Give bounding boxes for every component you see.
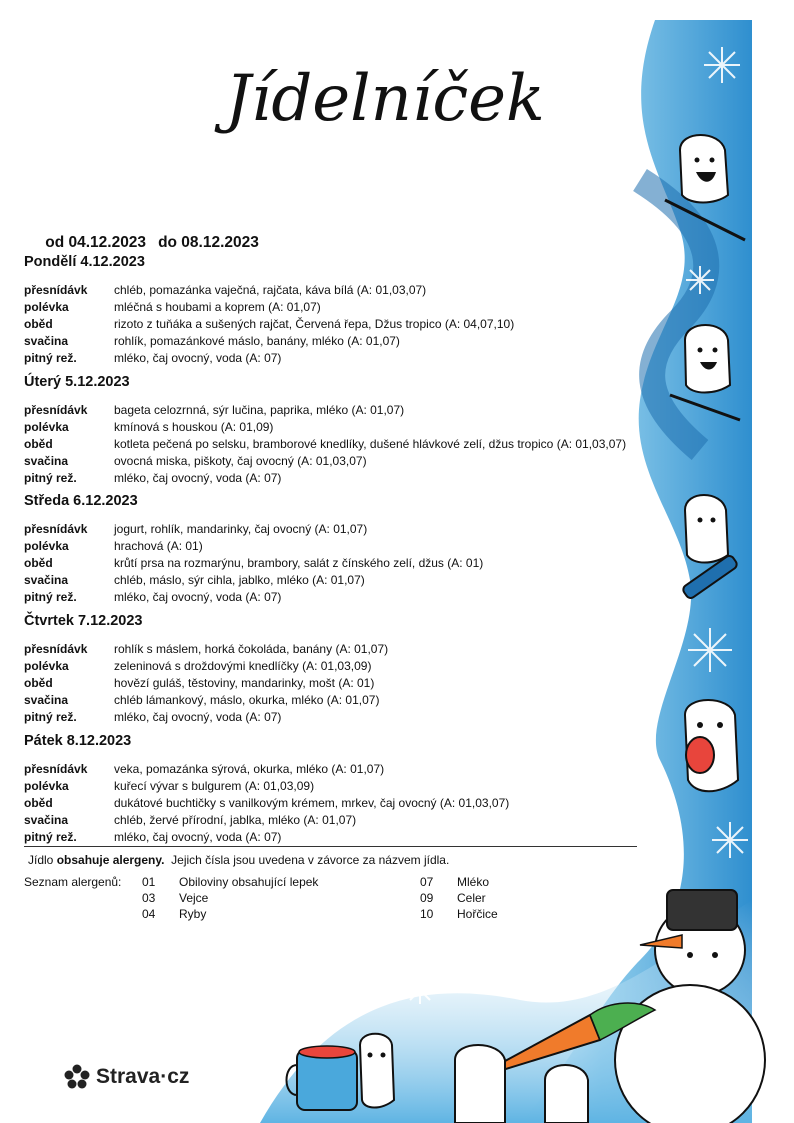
date-to: do 08.12.2023 [158,234,259,251]
day-title: Pátek 8.12.2023 [24,733,132,749]
day-block [24,611,704,726]
allergen-number: 10 [420,907,434,921]
meal-text: jogurt, rohlík, mandarinky, čaj ovocný (A: 01,07) [114,522,368,536]
allergen-name: Mléko [457,875,490,889]
allergen-note-prefix: Jídlo [28,853,57,867]
meal-row [24,350,704,367]
meal-label: polévka [24,539,69,553]
meal-row [24,282,704,299]
allergen-name: Hořčice [457,907,498,921]
meal-text: chléb, pomazánka vaječná, rajčata, káva bílá (A: 01,03,07) [114,283,427,297]
meal-text: zeleninová s droždovými knedlíčky (A: 01,03,09) [114,659,372,673]
meal-label: svačina [24,573,69,587]
meal-text: hovězí guláš, těstoviny, mandarinky, mošt (A: 01) [114,676,375,690]
meal-text: chléb, máslo, sýr cihla, jablko, mléko (A: 01,07) [114,573,365,587]
meal-text: rohlík s máslem, horká čokoláda, banány (A: 01,07) [114,642,389,656]
meal-text: chléb lámankový, máslo, okurka, mléko (A: 01,07) [114,693,380,707]
meal-row [24,812,704,829]
allergen-number: 09 [420,891,434,905]
meal-label: polévka [24,420,69,434]
meal-row [24,402,704,419]
meal-text: rohlík, pomazánkové máslo, banány, mléko (A: 01,07) [114,334,400,348]
meal-row [24,692,704,709]
meal-row [24,778,704,795]
meal-label: pitný rež. [24,471,77,485]
meal-label: oběd [24,317,53,331]
meal-row [24,316,704,333]
meal-row [24,589,704,606]
meal-text: dukátové buchtičky s vanilkovým krémem, mrkev, čaj ovocný (A: 01,03,07) [114,796,510,810]
meal-row [24,709,704,726]
meal-label: polévka [24,300,69,314]
meal-row [24,436,704,453]
day-block [24,731,704,846]
meal-text: kotleta pečená po selsku, bramborové knedlíky, dušené hlávkové zelí, džus tropico (A: 01,03,07) [114,437,627,451]
meal-label: svačina [24,693,69,707]
meal-row [24,521,704,538]
svg-text:Jídelníček: Jídelníček [225,62,545,136]
allergen-name: Vejce [179,891,209,905]
allergen-number: 01 [142,875,156,889]
meal-label: pitný rež. [24,830,77,844]
meal-label: pitný rež. [24,351,77,365]
day-title: Čtvrtek 7.12.2023 [24,613,143,629]
meal-text: krůtí prsa na rozmarýnu, brambory, salát z čínského zelí, džus (A: 01) [114,556,484,570]
day-title: Pondělí 4.12.2023 [24,254,145,270]
allergen-number: 07 [420,875,434,889]
meal-text: mléko, čaj ovocný, voda (A: 07) [114,710,282,724]
meal-row [24,555,704,572]
meal-label: přesnídávk [24,403,88,417]
meal-label: přesnídávk [24,642,88,656]
meal-row [24,675,704,692]
day-block [24,372,704,487]
meal-text: mléko, čaj ovocný, voda (A: 07) [114,471,282,485]
meal-text: bageta celozrnná, sýr lučina, paprika, mléko (A: 01,07) [114,403,405,417]
meal-text: mléko, čaj ovocný, voda (A: 07) [114,351,282,365]
meal-row [24,299,704,316]
allergen-list-label: Seznam alergenů: [24,875,122,889]
meal-label: pitný rež. [24,590,77,604]
meal-text: kmínová s houskou (A: 01,09) [114,420,274,434]
allergen-name: Obiloviny obsahující lepek [179,875,319,889]
meal-row [24,641,704,658]
meal-label: pitný rež. [24,710,77,724]
meal-label: oběd [24,437,53,451]
meal-text: rizoto z tuňáka a sušených rajčat, Červená řepa, Džus tropico (A: 04,07,10) [114,317,515,331]
meal-row [24,333,704,350]
allergen-number: 04 [142,907,156,921]
meal-label: svačina [24,813,69,827]
day-title: Úterý 5.12.2023 [24,374,130,390]
meal-row [24,761,704,778]
meal-text: ovocná miska, piškoty, čaj ovocný (A: 01,03,07) [114,454,367,468]
day-block [24,491,704,606]
paw-flower-icon [64,1064,90,1090]
meal-label: přesnídávk [24,283,88,297]
meal-label: oběd [24,556,53,570]
allergen-note [28,853,449,867]
meal-row [24,829,704,846]
meal-row [24,470,704,487]
meal-label: svačina [24,334,69,348]
page-title [205,40,565,150]
allergen-number: 03 [142,891,156,905]
meal-text: hrachová (A: 01) [114,539,203,553]
allergen-name: Celer [457,891,486,905]
date-from: od 04.12.2023 [45,234,147,251]
meal-row [24,538,704,555]
meal-text: chléb, žervé přírodní, jablka, mléko (A: 01,07) [114,813,357,827]
meal-text: mléčná s houbami a koprem (A: 01,07) [114,300,321,314]
day-block [24,252,704,367]
meal-row [24,453,704,470]
allergen-name: Ryby [179,907,207,921]
meal-row [24,572,704,589]
meal-label: svačina [24,454,69,468]
divider [24,846,637,847]
allergen-note-bold: obsahuje alergeny. [56,853,165,867]
meal-row [24,419,704,436]
meal-label: oběd [24,676,53,690]
meal-label: přesnídávk [24,522,88,536]
meal-text: mléko, čaj ovocný, voda (A: 07) [114,590,282,604]
meal-label: oběd [24,796,53,810]
meal-text: kuřecí vývar s bulgurem (A: 01,03,09) [114,779,315,793]
meal-text: veka, pomazánka sýrová, okurka, mléko (A: 01,07) [114,762,385,776]
meal-row [24,795,704,812]
meal-row [24,658,704,675]
strava-logo [64,1064,189,1090]
meal-text: mléko, čaj ovocný, voda (A: 07) [114,830,282,844]
meal-label: polévka [24,659,69,673]
day-title: Středa 6.12.2023 [24,493,138,509]
allergen-note-suffix: Jejich čísla jsou uvedena v závorce za názvem jídla. [164,853,450,867]
logo-text: Strava·cz [96,1065,190,1088]
meal-label: přesnídávk [24,762,88,776]
meal-label: polévka [24,779,69,793]
